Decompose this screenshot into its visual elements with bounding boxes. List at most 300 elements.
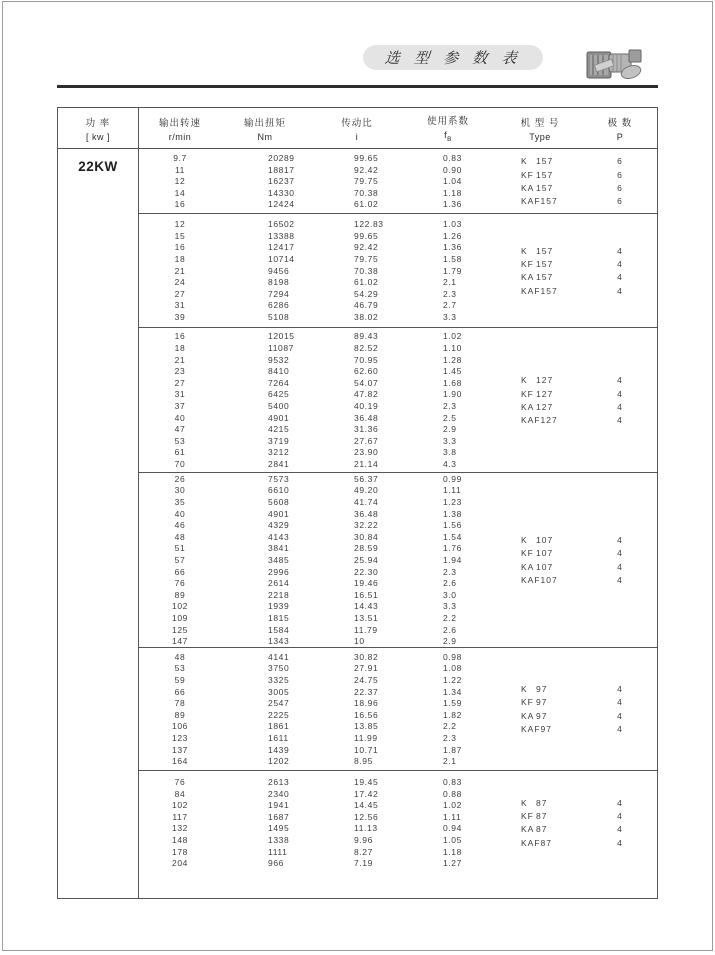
cell-value: 1439 — [268, 744, 290, 755]
cell-value: 148 — [172, 834, 188, 845]
cell-value: 2.6 — [443, 624, 457, 635]
pole-count: 6 — [617, 169, 623, 180]
cell-value: 76 — [174, 578, 186, 589]
cell-value: 14.45 — [354, 800, 379, 811]
model-type-row — [521, 271, 657, 284]
column-header-speed: 输出转速 r/min — [158, 117, 201, 142]
cell-value: 27 — [174, 377, 186, 388]
column-header-poles: 极 数 P — [607, 117, 633, 142]
cell-value: 21 — [174, 265, 186, 276]
model-size: 157 — [536, 156, 554, 167]
cell-value: 122.83 — [354, 219, 384, 230]
value-column — [139, 153, 221, 211]
cell-value: 46.79 — [354, 300, 379, 311]
cell-value: 1.79 — [443, 265, 462, 276]
cell-value: 1939 — [268, 601, 290, 612]
cell-value: 1.11 — [443, 485, 462, 496]
model-size: 107 — [536, 535, 554, 546]
cell-value: 27.91 — [354, 663, 379, 674]
cell-value: 1.08 — [443, 663, 462, 674]
type-column — [521, 777, 657, 870]
cell-value: 4215 — [268, 424, 290, 435]
value-column — [268, 331, 328, 470]
cell-value: 56.37 — [354, 473, 379, 484]
cell-value: 3485 — [268, 555, 290, 566]
cell-value: 3719 — [268, 435, 290, 446]
cell-value: 0.90 — [443, 164, 462, 175]
cell-value: 2.7 — [443, 300, 457, 311]
value-column — [354, 331, 399, 470]
parameter-block — [139, 149, 657, 214]
cell-value: 30.82 — [354, 651, 379, 662]
cell-value: 0.83 — [443, 153, 462, 163]
gearmotor-image — [585, 42, 645, 82]
model-size: 97 — [536, 710, 548, 721]
cell-value: 48 — [174, 531, 186, 542]
cell-value: 89 — [174, 709, 186, 720]
column-header-power: 功 率 [ kw ] — [58, 108, 139, 148]
cell-value: 12417 — [268, 242, 295, 253]
model-type-row — [521, 155, 657, 168]
cell-value: 18 — [174, 254, 186, 265]
cell-value: 40 — [174, 412, 186, 423]
pole-count: 4 — [617, 375, 623, 386]
cell-value: 1.58 — [443, 254, 462, 265]
cell-value: 0.99 — [443, 473, 462, 484]
cell-value: 1.68 — [443, 377, 462, 388]
model-type-row — [521, 169, 657, 182]
cell-value: 11.13 — [354, 823, 378, 834]
cell-value: 18 — [174, 342, 186, 353]
model-prefix: KA — [521, 824, 535, 835]
model-prefix: KAF — [521, 285, 541, 296]
model-prefix: K — [521, 245, 528, 256]
cell-value: 0.94 — [443, 823, 462, 834]
model-size: 157 — [540, 196, 558, 207]
cell-value: 70.95 — [354, 354, 379, 365]
cell-value: 2.1 — [443, 277, 457, 288]
cell-value: 1.59 — [443, 698, 462, 709]
model-size: 87 — [536, 824, 548, 835]
model-prefix: K — [521, 375, 528, 386]
cell-value: 19.46 — [354, 578, 379, 589]
cell-value: 38.02 — [354, 312, 379, 323]
cell-value: 7.19 — [354, 858, 373, 869]
model-type-row — [521, 374, 657, 387]
cell-value: 30 — [174, 485, 186, 496]
model-prefix: K — [521, 797, 528, 808]
cell-value: 2.3 — [443, 566, 457, 577]
cell-value: 3.3 — [443, 435, 457, 446]
cell-value: 46 — [174, 520, 186, 531]
value-column — [139, 219, 221, 323]
cell-value: 79.75 — [354, 254, 379, 265]
value-column — [139, 474, 221, 648]
page-title-pill — [363, 45, 543, 70]
cell-value: 2225 — [268, 709, 290, 720]
model-prefix: KA — [521, 272, 535, 283]
cell-value: 8.27 — [354, 846, 373, 857]
pole-count: 4 — [617, 710, 623, 721]
cell-value: 1.04 — [443, 176, 462, 187]
model-type-row — [521, 837, 657, 850]
model-type-row — [521, 388, 657, 401]
cell-value: 36.48 — [354, 508, 379, 519]
cell-value: 10 — [354, 636, 365, 647]
model-type-row — [521, 683, 657, 696]
model-prefix: KAF — [521, 415, 541, 426]
model-type-row — [521, 561, 657, 574]
cell-value: 53 — [174, 435, 186, 446]
cell-value: 66 — [174, 566, 186, 577]
cell-value: 1584 — [268, 624, 290, 635]
cell-value: 1.38 — [443, 508, 462, 519]
cell-value: 14330 — [268, 187, 295, 198]
cell-value: 15 — [174, 230, 186, 241]
model-size: 127 — [540, 415, 558, 426]
cell-value: 4901 — [268, 508, 290, 519]
cell-value: 2.1 — [443, 756, 457, 767]
cell-value: 1.94 — [443, 555, 462, 566]
pole-count: 6 — [617, 182, 623, 193]
cell-value: 1.45 — [443, 366, 462, 377]
model-prefix: KF — [521, 259, 534, 270]
model-prefix: KA — [521, 561, 535, 572]
cell-value: 62.60 — [354, 366, 379, 377]
cell-value: 1.22 — [443, 675, 462, 686]
cell-value: 7573 — [268, 473, 290, 484]
cell-value: 1338 — [268, 834, 290, 845]
model-type-row — [521, 810, 657, 823]
cell-value: 1.56 — [443, 520, 462, 531]
cell-value: 9456 — [268, 265, 290, 276]
cell-value: 12.56 — [354, 811, 379, 822]
model-prefix: KA — [521, 710, 535, 721]
model-type-row — [521, 285, 657, 298]
table-blocks — [139, 149, 657, 898]
cell-value: 70 — [174, 458, 186, 469]
model-size: 87 — [536, 810, 548, 821]
value-column — [443, 219, 477, 323]
parameter-block — [139, 648, 657, 771]
column-header-torque: 输出扭矩 Nm — [243, 117, 286, 142]
cell-value: 1.26 — [443, 230, 462, 241]
model-size: 157 — [540, 285, 558, 296]
cell-value: 16.56 — [354, 709, 379, 720]
model-prefix: KAF — [521, 575, 541, 586]
cell-value: 13388 — [268, 230, 295, 241]
cell-value: 204 — [172, 858, 188, 869]
cell-value: 2.3 — [443, 733, 457, 744]
cell-value: 1687 — [268, 811, 290, 822]
model-prefix: K — [521, 535, 528, 546]
cell-value: 8198 — [268, 277, 290, 288]
model-prefix: K — [521, 156, 528, 167]
power-column — [58, 149, 139, 898]
pole-count: 4 — [617, 575, 623, 586]
cell-value: 92.42 — [354, 164, 379, 175]
cell-value: 1611 — [268, 733, 289, 744]
model-size: 107 — [540, 575, 558, 586]
cell-value: 3.0 — [443, 589, 457, 600]
model-prefix: KF — [521, 697, 534, 708]
cell-value: 23.90 — [354, 447, 379, 458]
model-prefix: KAF — [521, 196, 541, 207]
cell-value: 32.22 — [354, 520, 379, 531]
model-prefix: KF — [521, 169, 534, 180]
cell-value: 18817 — [268, 164, 295, 175]
cell-value: 12 — [174, 219, 186, 230]
cell-value: 48 — [174, 651, 186, 662]
model-type-row — [521, 401, 657, 414]
model-size: 87 — [536, 797, 548, 808]
cell-value: 1.02 — [443, 331, 462, 342]
model-size: 127 — [536, 388, 554, 399]
cell-value: 12015 — [268, 331, 295, 342]
value-column — [443, 652, 477, 768]
cell-value: 7294 — [268, 288, 290, 299]
model-size: 87 — [540, 837, 552, 848]
value-column — [354, 153, 399, 211]
cell-value: 2.2 — [443, 721, 457, 732]
cell-value: 3.8 — [443, 447, 457, 458]
table-body — [58, 149, 657, 898]
cell-value: 137 — [172, 744, 188, 755]
cell-value: 3750 — [268, 663, 290, 674]
cell-value: 14 — [174, 187, 186, 198]
value-column — [443, 777, 477, 870]
cell-value: 1.18 — [443, 187, 462, 198]
cell-value: 8.95 — [354, 756, 373, 767]
cell-value: 79.75 — [354, 176, 379, 187]
cell-value: 1495 — [268, 823, 290, 834]
value-column — [354, 474, 399, 648]
type-column — [521, 219, 657, 323]
type-column — [521, 153, 657, 211]
power-rating: 22KW — [78, 159, 118, 174]
cell-value: 89.43 — [354, 331, 379, 342]
cell-value: 1.87 — [443, 744, 462, 755]
cell-value: 132 — [172, 823, 188, 834]
cell-value: 41.74 — [354, 497, 379, 508]
cell-value: 16502 — [268, 219, 295, 230]
pole-count: 4 — [617, 285, 623, 296]
model-size: 157 — [536, 259, 554, 270]
cell-value: 2340 — [268, 788, 290, 799]
cell-value: 1.28 — [443, 354, 462, 365]
cell-value: 147 — [172, 636, 188, 647]
cell-value: 16.51 — [354, 589, 379, 600]
cell-value: 78 — [174, 698, 186, 709]
cell-value: 21.14 — [354, 458, 379, 469]
cell-value: 966 — [268, 858, 284, 869]
cell-value: 2.6 — [443, 578, 457, 589]
cell-value: 66 — [174, 686, 186, 697]
pole-count: 4 — [617, 797, 623, 808]
model-size: 127 — [536, 401, 554, 412]
model-type-row — [521, 414, 657, 427]
value-column — [139, 777, 221, 870]
cell-value: 1343 — [268, 636, 290, 647]
value-column — [268, 777, 328, 870]
value-column — [268, 652, 328, 768]
cell-value: 178 — [172, 846, 188, 857]
cell-value: 9.7 — [173, 153, 187, 163]
cell-value: 31 — [174, 300, 186, 311]
cell-value: 70.38 — [354, 265, 379, 276]
cell-value: 117 — [172, 811, 188, 822]
model-prefix: KF — [521, 388, 534, 399]
cell-value: 2.2 — [443, 613, 457, 623]
cell-value: 1.76 — [443, 543, 462, 554]
cell-value: 6610 — [268, 485, 290, 496]
cell-value: 4.3 — [443, 458, 457, 469]
pole-count: 4 — [617, 724, 623, 735]
pole-count: 4 — [617, 272, 623, 283]
cell-value: 3005 — [268, 686, 290, 697]
cell-value: 99.65 — [354, 153, 379, 163]
model-size: 157 — [536, 182, 554, 193]
cell-value: 2.9 — [443, 424, 457, 435]
cell-value: 3325 — [268, 675, 290, 686]
cell-value: 4901 — [268, 412, 290, 423]
cell-value: 61.02 — [354, 199, 379, 210]
cell-value: 99.65 — [354, 230, 379, 241]
cell-value: 102 — [172, 800, 188, 811]
model-size: 157 — [536, 245, 554, 256]
cell-value: 1.05 — [443, 834, 462, 845]
cell-value: 51 — [174, 543, 186, 554]
pole-count: 4 — [617, 259, 623, 270]
type-column — [521, 331, 657, 470]
cell-value: 11.99 — [354, 733, 378, 744]
cell-value: 9532 — [268, 354, 290, 365]
pole-count: 6 — [617, 196, 623, 207]
cell-value: 2614 — [268, 578, 290, 589]
cell-value: 1.36 — [443, 199, 462, 210]
cell-value: 40.19 — [354, 400, 379, 411]
model-type-row — [521, 696, 657, 709]
cell-value: 2.3 — [443, 400, 457, 411]
cell-value: 1.02 — [443, 800, 462, 811]
cell-value: 21 — [174, 354, 186, 365]
cell-value: 82.52 — [354, 342, 379, 353]
value-column — [139, 331, 221, 470]
cell-value: 1941 — [268, 800, 290, 811]
cell-value: 28.59 — [354, 543, 379, 554]
cell-value: 13.51 — [354, 613, 379, 623]
page-title: 选 型 参 数 表 — [383, 50, 523, 67]
cell-value: 16237 — [268, 176, 295, 187]
cell-value: 17.42 — [354, 788, 379, 799]
cell-value: 13.85 — [354, 721, 379, 732]
cell-value: 31 — [174, 389, 186, 400]
cell-value: 35 — [174, 497, 186, 508]
cell-value: 25.94 — [354, 555, 379, 566]
value-column — [268, 219, 328, 323]
cell-value: 61.02 — [354, 277, 379, 288]
cell-value: 18.96 — [354, 698, 379, 709]
pole-count: 4 — [617, 684, 623, 695]
cell-value: 1.11 — [443, 811, 462, 822]
type-column — [521, 652, 657, 768]
pole-count: 4 — [617, 401, 623, 412]
model-type-row — [521, 547, 657, 560]
cell-value: 70.38 — [354, 187, 379, 198]
value-column — [354, 777, 399, 870]
cell-value: 10.71 — [354, 744, 379, 755]
cell-value: 11 — [174, 164, 186, 175]
model-size: 97 — [536, 684, 548, 695]
cell-value: 102 — [172, 601, 188, 612]
cell-value: 1.54 — [443, 531, 462, 542]
cell-value: 54.07 — [354, 377, 379, 388]
cell-value: 53 — [174, 663, 186, 674]
pole-count: 4 — [617, 824, 623, 835]
cell-value: 24 — [174, 277, 186, 288]
pole-count: 4 — [617, 837, 623, 848]
cell-value: 6286 — [268, 300, 290, 311]
cell-value: 22.37 — [354, 686, 379, 697]
model-type-row — [521, 258, 657, 271]
cell-value: 3212 — [268, 447, 290, 458]
model-type-row — [521, 797, 657, 810]
column-header-type: 机 型 号 Type — [520, 117, 560, 142]
cell-value: 2.3 — [443, 288, 457, 299]
cell-value: 0.88 — [443, 788, 462, 799]
cell-value: 3841 — [268, 543, 290, 554]
cell-value: 26 — [174, 473, 186, 484]
cell-value: 5608 — [268, 497, 290, 508]
cell-value: 24.75 — [354, 675, 379, 686]
cell-value: 36.48 — [354, 412, 379, 423]
model-type-row — [521, 245, 657, 258]
parameter-block — [139, 473, 657, 648]
cell-value: 3.3 — [443, 312, 457, 323]
model-type-row — [521, 574, 657, 587]
cell-value: 84 — [174, 788, 186, 799]
parameter-block — [139, 214, 657, 328]
cell-value: 4329 — [268, 520, 290, 531]
type-column — [521, 474, 657, 648]
cell-value: 16 — [174, 242, 186, 253]
column-header-service-factor: 使用系数 $f_B$ — [426, 116, 469, 143]
cell-value: 14.43 — [354, 601, 379, 612]
cell-value: 30.84 — [354, 531, 379, 542]
model-prefix: KF — [521, 548, 534, 559]
cell-value: 106 — [172, 721, 188, 732]
model-size: 107 — [536, 548, 554, 559]
cell-value: 12 — [174, 176, 186, 187]
cell-value: 1.27 — [443, 858, 462, 869]
cell-value: 61 — [174, 447, 186, 458]
cell-value: 1111 — [268, 846, 288, 857]
cell-value: 16 — [174, 199, 186, 210]
parameter-block — [139, 328, 657, 472]
cell-value: 1.23 — [443, 497, 462, 508]
pole-count: 6 — [617, 156, 623, 167]
cell-value: 6425 — [268, 389, 290, 400]
value-column — [139, 652, 221, 768]
cell-value: 11.79 — [354, 624, 378, 635]
cell-value: 27.67 — [354, 435, 379, 446]
cell-value: 2841 — [268, 458, 290, 469]
cell-value: 7264 — [268, 377, 290, 388]
model-type-row — [521, 534, 657, 547]
model-size: 97 — [540, 724, 552, 735]
cell-value: 5108 — [268, 312, 290, 323]
value-column — [443, 153, 477, 211]
